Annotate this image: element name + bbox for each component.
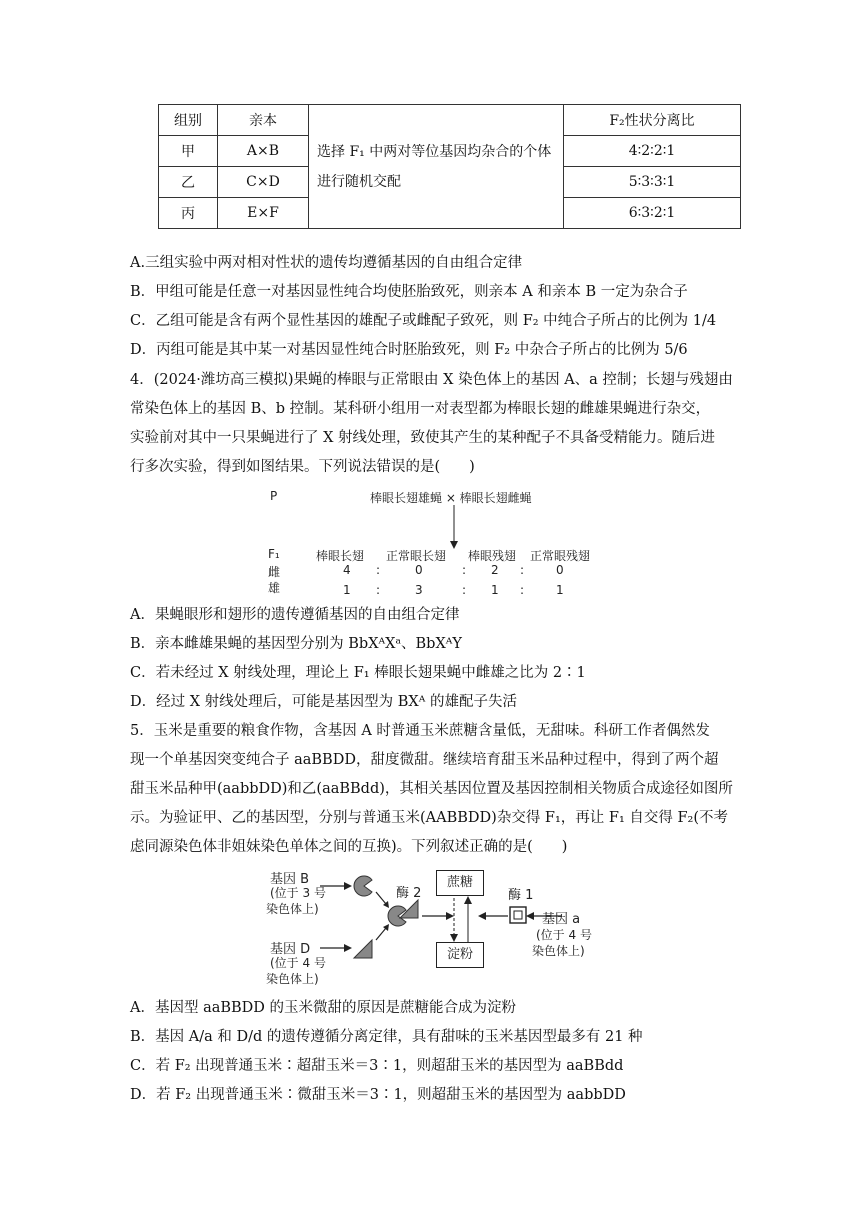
q5-stem-line: 虑同源染色体非姐妹染色单体之间的互换)。下列叙述正确的是( ) <box>130 839 568 855</box>
q3-option-d: D．丙组可能是其中某一对基因显性纯合时胚胎致死，则 F₂ 中杂合子所占的比例为 5/6 <box>130 342 688 358</box>
enzyme-2-label: 酶 2 <box>396 886 422 901</box>
gene-a-location: (位于 4 号 <box>536 928 592 942</box>
cross-label: 棒眼长翅雄蝇 × 棒眼长翅雌蝇 <box>370 491 532 505</box>
separator: : <box>462 583 467 597</box>
separator: : <box>520 583 525 597</box>
row-ratio: 4∶2∶2∶1 <box>564 136 741 167</box>
q5-stem-line: 5．玉米是重要的粮食作物，含基因 A 时普通玉米蔗糖含量低，无甜味。科研工作者偶然发 <box>130 723 710 739</box>
q4-option-d: D．经过 X 射线处理后，可能是基因型为 BXᴬ 的雄配子失活 <box>130 694 517 710</box>
row-ratio: 5∶3∶3∶1 <box>564 167 741 198</box>
sucrose-box: 蔗糖 <box>436 870 484 896</box>
q5-option-b: B．基因 A/a 和 D/d 的遗传遵循分离定律，具有甜味的玉米基因型最多有 21 种 <box>130 1029 643 1045</box>
merged-condition-cell: 选择 F₁ 中两对等位基因均杂合的个体进行随机交配 <box>309 105 564 229</box>
q5-stem-line: 示。为验证甲、乙的基因型，分别与普通玉米(AABBDD)杂交得 F₁，再让 F₁ 自交得 F₂(不考 <box>130 810 729 826</box>
q5-option-c: C．若 F₂ 出现普通玉米∶超甜玉米＝3∶1，则超甜玉米的基因型为 aaBBdd <box>130 1058 624 1074</box>
male-count: 1 <box>343 583 351 597</box>
corn-pathway-figure <box>262 866 602 988</box>
starch-box: 淀粉 <box>436 942 484 968</box>
row-parents: A×B <box>218 136 309 167</box>
male-count: 3 <box>415 583 423 597</box>
male-count: 1 <box>556 583 564 597</box>
separator: : <box>520 563 525 577</box>
genetics-table <box>158 104 741 229</box>
row-group: 甲 <box>159 136 218 167</box>
male-label: 雄 <box>268 581 281 595</box>
phenotype-3: 棒眼残翅 <box>468 549 517 563</box>
phenotype-2: 正常眼长翅 <box>386 549 447 563</box>
female-count: 0 <box>415 563 423 577</box>
down-arrow-icon <box>448 505 460 549</box>
q3-option-c: C．乙组可能是含有两个显性基因的雄配子或雌配子致死，则 F₂ 中纯合子所占的比例为 1/4 <box>130 313 717 329</box>
q4-option-c: C．若未经过 X 射线处理，理论上 F₁ 棒眼长翅果蝇中雌雄之比为 2∶1 <box>130 665 586 681</box>
header-ratio: F₂性状分离比 <box>564 105 741 136</box>
q4-stem-line: 行多次实验，得到如图结果。下列说法错误的是( ) <box>130 459 475 475</box>
row-ratio: 6∶3∶2∶1 <box>564 198 741 229</box>
q5-option-d: D．若 F₂ 出现普通玉米∶微甜玉米＝3∶1，则超甜玉米的基因型为 aabbDD <box>130 1087 626 1103</box>
gene-d-label: 基因 D <box>270 942 311 957</box>
header-group: 组别 <box>159 105 218 136</box>
q5-stem-line: 现一个单基因突变纯合子 aaBBDD，甜度微甜。继续培育甜玉米品种过程中，得到了两个超 <box>130 752 719 768</box>
q3-option-b: B．甲组可能是任意一对基因显性纯合均使胚胎致死，则亲本 A 和亲本 B 一定为杂合子 <box>130 284 688 300</box>
gene-a-location: 染色体上) <box>532 944 585 958</box>
male-count: 1 <box>491 583 499 597</box>
gene-d-location: 染色体上) <box>266 972 319 986</box>
q5-option-a: A．基因型 aaBBDD 的玉米微甜的原因是蔗糖能合成为淀粉 <box>130 1000 517 1016</box>
gene-b-location: (位于 3 号 <box>270 886 326 900</box>
gene-b-label: 基因 B <box>270 872 310 887</box>
gene-d-location: (位于 4 号 <box>270 956 326 970</box>
female-label: 雌 <box>268 565 281 579</box>
p-label: P <box>270 489 278 503</box>
q3-option-a: A.三组实验中两对相对性状的遗传均遵循基因的自由组合定律 <box>130 255 523 271</box>
f1-label: F₁ <box>268 547 280 561</box>
fly-cross-figure <box>268 487 598 597</box>
female-count: 2 <box>491 563 499 577</box>
separator: : <box>376 563 381 577</box>
separator: : <box>462 563 467 577</box>
separator: : <box>376 583 381 597</box>
gene-b-location: 染色体上) <box>266 902 319 916</box>
phenotype-1: 棒眼长翅 <box>316 549 365 563</box>
row-group: 丙 <box>159 198 218 229</box>
row-group: 乙 <box>159 167 218 198</box>
header-parents: 亲本 <box>218 105 309 136</box>
row-parents: C×D <box>218 167 309 198</box>
q4-option-b: B．亲本雌雄果蝇的基因型分别为 BbXᴬXᵃ、BbXᴬY <box>130 636 462 652</box>
q4-option-a: A．果蝇眼形和翅形的遗传遵循基因的自由组合定律 <box>130 607 460 623</box>
enzyme-1-label: 酶 1 <box>508 888 534 903</box>
q4-stem-line: 实验前对其中一只果蝇进行了 X 射线处理，致使其产生的某种配子不具备受精能力。随后进 <box>130 430 716 446</box>
phenotype-4: 正常眼残翅 <box>530 549 591 563</box>
female-count: 0 <box>556 563 564 577</box>
q4-stem-line: 4．(2024·潍坊高三模拟)果蝇的棒眼与正常眼由 X 染色体上的基因 A、a 控制；长翅与残翅由 <box>130 372 733 388</box>
q4-stem-line: 常染色体上的基因 B、b 控制。某科研小组用一对表型都为棒眼长翅的雌雄果蝇进行杂交， <box>130 401 711 417</box>
q5-stem-line: 甜玉米品种甲(aabbDD)和乙(aaBBdd)，其相关基因位置及基因控制相关物质合成途径如图所 <box>130 781 733 797</box>
gene-a-label: 基因 a <box>542 912 581 927</box>
row-parents: E×F <box>218 198 309 229</box>
female-count: 4 <box>343 563 351 577</box>
